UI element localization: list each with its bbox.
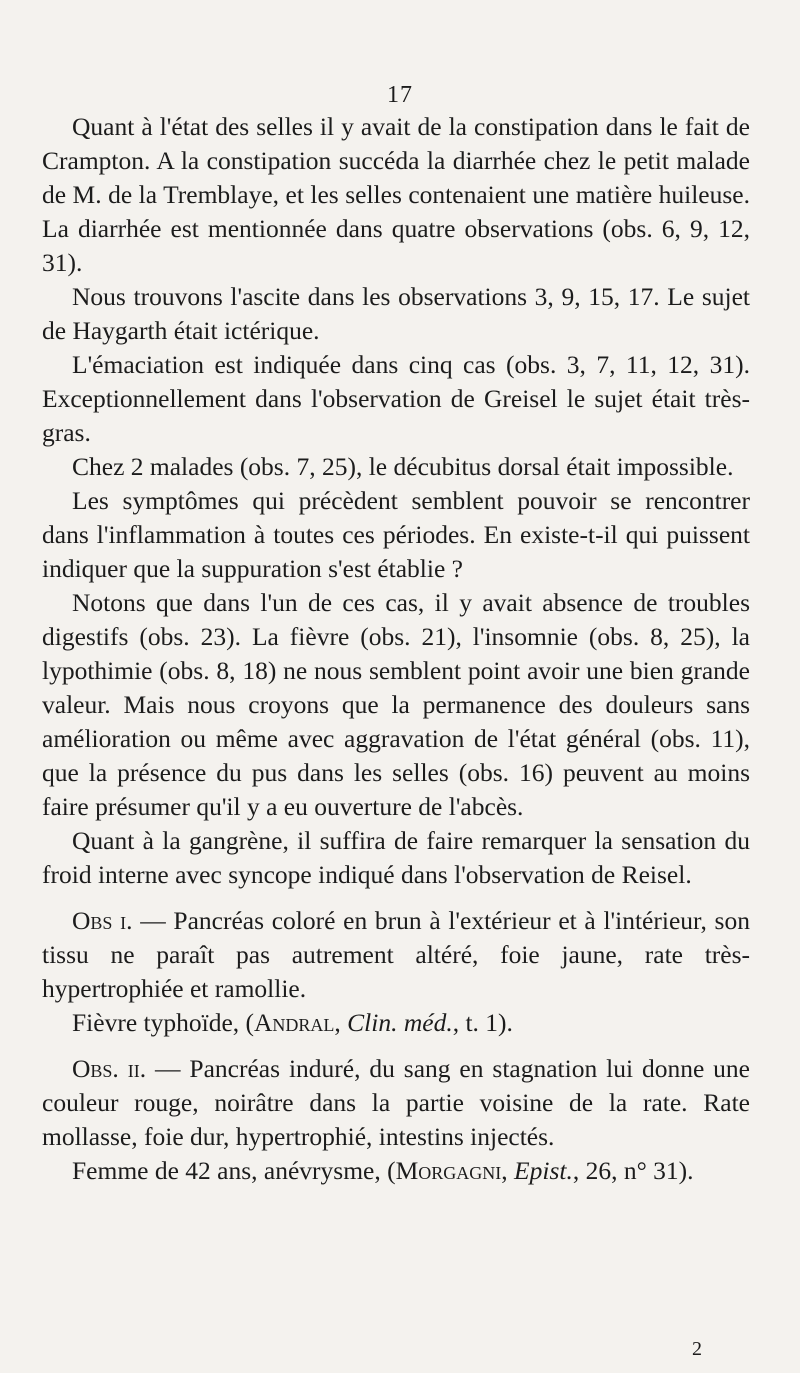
observation-2 [42, 1052, 750, 1154]
reference-separator: , [501, 1156, 515, 1185]
reference-separator: , [334, 1008, 348, 1037]
reference-intro: Femme de 42 ans, anévrysme, ( [72, 1156, 396, 1185]
reference-author: Andral [254, 1008, 335, 1037]
observation-1-reference [42, 1006, 750, 1040]
reference-work: Clin. méd. [347, 1008, 453, 1037]
paragraph-stools: Quant à l'état des selles il y avait de la constipation dans le fait de Crampton. A la constipation succéda la diarrhée chez le petit malade de M. de la Tremblaye, et les selles contenaient une matière huileuse. La diarrhée est mentionnée dans quatre observations (obs. 6, 9, 12, 31). [42, 112, 750, 277]
paragraph-emaciation: L'émaciation est indiquée dans cinq cas (obs. 3, 7, 11, 12, 31). Exceptionnellement dans l'observation de Greisel le sujet était très-gras. [42, 350, 750, 447]
reference-location: , 26, n° 31). [572, 1156, 694, 1185]
observation-2-label: Obs. ii. [72, 1054, 147, 1083]
reference-author: Morgagni [395, 1156, 502, 1185]
paragraph-ascites: Nous trouvons l'ascite dans les observations 3, 9, 15, 17. Le sujet de Haygarth était ictérique. [42, 282, 750, 345]
observation-1-text: — Pancréas coloré en brun à l'extérieur et à l'intérieur, son tissu ne paraît pas autrement altéré, foie jaune, rate très-hypertrophiée et ramollie. [42, 906, 750, 1003]
body-text [42, 110, 750, 1188]
reference-location: , t. 1). [452, 1008, 513, 1037]
page-number: 17 [387, 82, 413, 108]
reference-intro: Fièvre typhoïde, ( [72, 1008, 254, 1037]
paragraph-symptoms: Les symptômes qui précèdent semblent pouvoir se rencontrer dans l'inflammation à toutes ces périodes. En existe-t-il qui puissent indiquer que la suppuration s'est établie ? [42, 486, 750, 583]
observation-2-text: — Pancréas induré, du sang en stagnation lui donne une couleur rouge, noirâtre dans la partie voisine de la rate. Rate mollasse, foie dur, hypertrophié, intestins injectés. [42, 1054, 751, 1151]
paragraph-gangrene: Quant à la gangrène, il suffira de faire remarquer la sensation du froid interne avec syncope indiqué dans l'observation de Reisel. [42, 826, 750, 889]
paragraph-digestive: Notons que dans l'un de ces cas, il y avait absence de troubles digestifs (obs. 23). La fièvre (obs. 21), l'insomnie (obs. 8, 25), la lypothimie (obs. 8, 18) ne nous semblent point avoir une bien grande valeur. Mais nous croyons que la permanence des douleurs sans amélioration ou même avec aggravation de l'état général (obs. 11), que la présence du pus dans les selles (obs. 16) peuvent au moins faire présumer qu'il y a eu ouverture de l'abcès. [42, 588, 750, 821]
observation-1 [42, 904, 750, 1006]
observation-2-reference [42, 1154, 750, 1188]
signature-mark: 2 [692, 1338, 702, 1360]
reference-work: Epist. [514, 1156, 573, 1185]
paragraph-decubitus: Chez 2 malades (obs. 7, 25), le décubitus dorsal était impossible. [72, 452, 734, 481]
observation-1-label: Obs i. [72, 906, 133, 935]
